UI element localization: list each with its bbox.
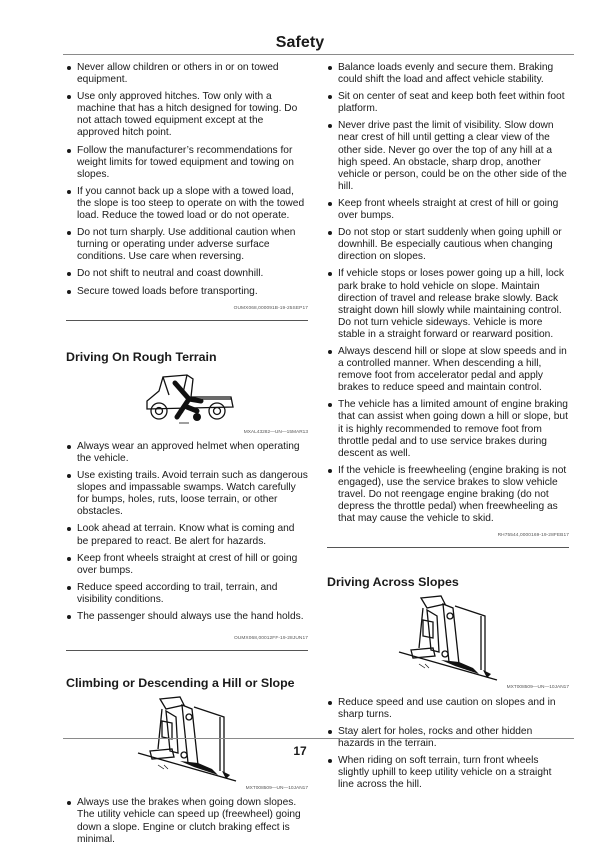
list-item: Always use the brakes when going down slopes. The utility vehicle can speed up (freewheel) going down a slope. Engine or clutch braking effect is minimal. (66, 797, 308, 845)
list-item: If you cannot back up a slope with a towed load, the slope is too steep to operate on with the towed load. Reduce the towed load or do not operate. (66, 186, 308, 222)
rough-terrain-bullet-list (66, 441, 308, 623)
left-column (66, 62, 308, 851)
section-heading-across-slopes: Driving Across Slopes (327, 575, 459, 590)
page-title: Safety (275, 34, 325, 51)
list-item: When riding on soft terrain, turn front wheels slightly uphill to keep utility vehicle on a straight line across the hill. (327, 755, 569, 791)
list-item: The passenger should always use the hand holds. (66, 611, 308, 623)
reference-code: OUMX068,00012FF-19-28JUN17 (233, 636, 308, 642)
figure-caption: MXT008509—UN—10JAN17 (245, 786, 308, 792)
list-item: Keep front wheels straight at crest of hill or going over bumps. (327, 198, 569, 222)
list-item: The vehicle has a limited amount of engine braking that can assist when going down a hill or slope, but it is highly recommended to remove foot from throttle pedal and to use service brakes during descent as well. (327, 399, 569, 459)
reference-code: RH75544,0000169-19-28FEB17 (497, 533, 569, 539)
list-item: If vehicle stops or loses power going up a hill, lock park brake to hold vehicle on slope. Maintain direction of travel and release brake slowly. Back straight down hill slowly while maintaining control. Do not turn vehicle sideways. Vehicle is more stable in a straight forward or rearward position. (327, 268, 569, 341)
list-item: Secure towed loads before transporting. (66, 286, 308, 298)
section-heading-rough-terrain: Driving On Rough Terrain (66, 349, 217, 364)
towing-bullet-list (66, 62, 308, 298)
list-item: Do not stop or start suddenly when going uphill or downhill. Be especially cautious when changing direction on slopes. (327, 227, 569, 263)
list-item: Do not shift to neutral and coast downhill. (66, 268, 308, 280)
list-item: If the vehicle is freewheeling (engine braking is not engaged), use the service brakes to slow vehicle travel. Do not reengage engine braking (do not depress the throttle pedal) when freewheeling as that may cause the vehicle to skid. (327, 465, 569, 525)
list-item: Reduce speed according to trail, terrain, and visibility conditions. (66, 582, 308, 606)
reference-code: OUMX068,000091B-19-25SEP17 (233, 305, 308, 311)
section-divider (327, 547, 569, 548)
list-item: Always descend hill or slope at slow speeds and in a controlled manner. When descending a hill, remove foot from accelerator pedal and apply brakes to reduce speed and maintain control. (327, 346, 569, 394)
rollover-helmet-warning-icon (66, 371, 308, 427)
list-item: Never allow children or others in or on towed equipment. (66, 62, 308, 86)
vehicle-on-slope-icon (327, 594, 569, 682)
vehicle-on-slope-icon (66, 695, 308, 783)
footer-rule (63, 738, 574, 739)
page-number: 17 (293, 744, 307, 758)
list-item: Follow the manufacturer’s recommendations for weight limits for towed equipment and towing on slopes. (66, 145, 308, 181)
list-item: Use existing trails. Avoid terrain such as dangerous slopes and impassable swamps. Watch carefully for bumps, holes, ruts, loose terrain, or other obstacles. (66, 470, 308, 518)
header-rule (63, 54, 574, 55)
section-divider (66, 650, 308, 651)
section-heading-hill-slope: Climbing or Descending a Hill or Slope (66, 676, 295, 691)
list-item: Look ahead at terrain. Know what is coming and be prepared to react. Be alert for hazards. (66, 523, 308, 547)
list-item: Keep front wheels straight at crest of hill or going over bumps. (66, 553, 308, 577)
section-divider (66, 320, 308, 321)
figure-caption: MXAL43282—UN—15MAR13 (243, 429, 308, 435)
list-item: Never drive past the limit of visibility. Slow down near crest of hill until getting a clear view of the other side. Never go over the top of any hill at a high speed. An obstacle, sharp drop, another vehicle or person, could be on the other side of the hill. (327, 120, 569, 193)
hill-slope-bullet-list (66, 797, 308, 845)
list-item: Reduce speed and use caution on slopes and in sharp turns. (327, 697, 569, 721)
list-item: Sit on center of seat and keep both feet within foot platform. (327, 91, 569, 115)
list-item: Stay alert for holes, rocks and other hidden hazards in the terrain. (327, 726, 569, 750)
list-item: Always wear an approved helmet when operating the vehicle. (66, 441, 308, 465)
right-column (327, 62, 569, 796)
list-item: Balance loads evenly and secure them. Braking could shift the load and affect vehicle stability. (327, 62, 569, 86)
hill-safety-bullet-list (327, 62, 569, 525)
figure-caption: MXT008509—UN—10JAN17 (506, 685, 569, 691)
list-item: Do not turn sharply. Use additional caution when turning or operating under adverse surface conditions. Use care when reversing. (66, 227, 308, 263)
list-item: Use only approved hitches. Tow only with a machine that has a hitch designed for towing. Do not attach towed equipment except at the approved hitch point. (66, 91, 308, 139)
